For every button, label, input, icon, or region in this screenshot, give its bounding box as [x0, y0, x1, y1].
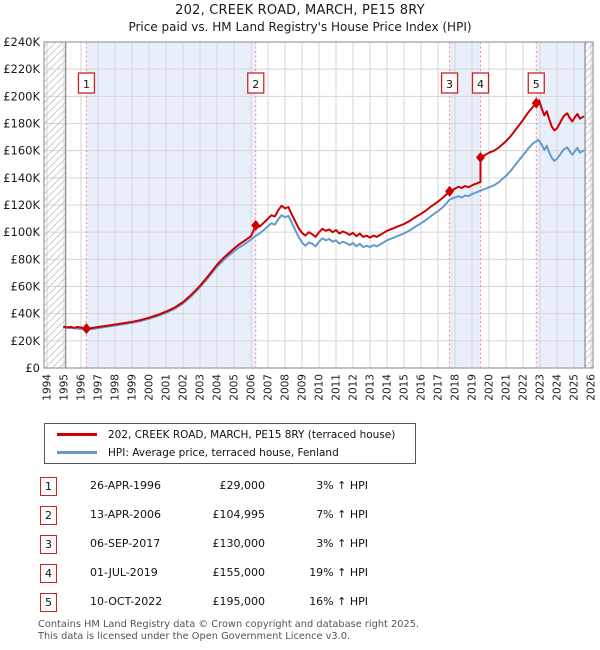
sale-row: [38, 477, 458, 499]
x-axis-label: 1999: [126, 374, 139, 401]
sale-badge-number: 5: [532, 78, 540, 91]
x-axis-label: 2006: [245, 374, 258, 401]
chart-legend: [44, 423, 416, 464]
x-axis-label: 2009: [296, 374, 309, 401]
x-axis-label: 1995: [58, 374, 71, 401]
license-footer-line2: This data is licensed under the Open Government Licence v3.0.: [38, 630, 351, 642]
x-axis-label: 2011: [330, 374, 343, 401]
sale-badge-number: 4: [477, 78, 484, 91]
sale-date: 13-APR-2006: [90, 508, 162, 521]
y-axis-label: £240K: [3, 35, 40, 49]
license-footer: [38, 619, 598, 642]
sale-badge-number: 1: [82, 78, 90, 91]
legend-item-property: [57, 427, 415, 442]
x-axis-label: 2003: [194, 374, 207, 401]
x-axis-label: 2000: [143, 374, 156, 401]
x-axis-label: 2019: [466, 374, 479, 401]
sale-price: £29,000: [219, 479, 265, 492]
x-axis-label: 2015: [398, 374, 411, 401]
sale-row: [38, 535, 458, 557]
sale-number-badge: 3: [40, 535, 57, 554]
hpi-line-swatch: [57, 451, 97, 454]
sale-hpi-delta: 19% ↑ HPI: [309, 566, 368, 579]
x-axis-label: 2008: [279, 374, 292, 401]
no-data-hatch-left: [44, 42, 66, 368]
y-axis-label: £140K: [3, 170, 40, 185]
y-axis-label: £120K: [3, 198, 40, 212]
no-data-hatch-right: [585, 42, 593, 368]
legend-item-hpi: [57, 445, 415, 460]
x-axis-label: 2021: [500, 374, 513, 401]
x-axis-label: 2012: [347, 374, 360, 401]
sale-price: £195,000: [212, 595, 265, 608]
sale-price: £104,995: [212, 508, 265, 521]
x-axis-label: 2014: [381, 374, 394, 401]
legend-label-hpi: HPI: Average price, terraced house, Fenland: [108, 446, 339, 459]
sale-row: [38, 506, 458, 528]
sale-number-badge: 4: [40, 564, 57, 583]
y-axis-label: £0: [25, 361, 40, 375]
y-axis-label: £180K: [3, 116, 40, 131]
sale-row: [38, 593, 458, 615]
sale-number-badge: 5: [40, 593, 57, 612]
y-axis-label: £20K: [10, 333, 40, 348]
x-axis-label: 1994: [41, 374, 54, 401]
x-axis-label: 2001: [160, 374, 173, 401]
sale-row: [38, 564, 458, 586]
x-axis-label: 2007: [262, 374, 275, 401]
x-axis-label: 1996: [75, 374, 88, 401]
y-axis-label: £200K: [3, 89, 40, 104]
sale-hpi-delta: 16% ↑ HPI: [309, 595, 368, 608]
page-title: 202, CREEK ROAD, MARCH, PE15 8RY: [175, 3, 425, 18]
property-line-swatch: [57, 433, 97, 436]
sale-number-badge: 2: [40, 506, 57, 525]
sale-price: £155,000: [212, 566, 265, 579]
sale-date: 06-SEP-2017: [90, 537, 161, 550]
y-axis-label: £100K: [3, 225, 40, 240]
x-axis-label: 2005: [228, 374, 241, 401]
x-axis-label: 2010: [313, 374, 326, 401]
y-axis-label: £60K: [10, 279, 40, 294]
x-axis-label: 2020: [483, 374, 496, 401]
legend-label-property: 202, CREEK ROAD, MARCH, PE15 8RY (terraced house): [108, 428, 396, 441]
sale-date: 10-OCT-2022: [90, 595, 163, 608]
x-axis-label: 2017: [432, 374, 445, 401]
x-axis-label: 2026: [585, 374, 598, 401]
y-axis-label: £80K: [10, 252, 40, 267]
sale-hpi-delta: 3% ↑ HPI: [316, 479, 368, 492]
sale-date: 01-JUL-2019: [90, 566, 158, 579]
x-axis-label: 2023: [534, 374, 547, 401]
x-axis-label: 2018: [449, 374, 462, 401]
sale-price: £130,000: [212, 537, 265, 550]
sale-number-badge: 1: [40, 477, 57, 496]
license-footer-line1: Contains HM Land Registry data © Crown copyright and database right 2025.: [38, 619, 420, 630]
sale-hpi-delta: 7% ↑ HPI: [316, 508, 368, 521]
x-axis-label: 2022: [517, 374, 530, 401]
x-axis-label: 2025: [568, 374, 581, 401]
x-axis-label: 2016: [415, 374, 428, 401]
page-subtitle: Price paid vs. HM Land Registry's House Price Index (HPI): [128, 20, 472, 34]
x-axis-label: 1998: [109, 374, 122, 401]
sale-date: 26-APR-1996: [90, 479, 162, 492]
x-axis-label: 2013: [364, 374, 377, 401]
sale-badge-number: 3: [446, 78, 454, 91]
x-axis-label: 2024: [551, 374, 564, 401]
x-axis-label: 2004: [211, 374, 224, 401]
y-axis-label: £40K: [10, 306, 40, 321]
x-axis-label: 1997: [92, 374, 105, 401]
y-axis-label: £220K: [3, 62, 40, 77]
x-axis-label: 2002: [177, 374, 190, 401]
y-axis-label: £160K: [3, 143, 40, 158]
sale-badge-number: 2: [252, 78, 260, 91]
sale-hpi-delta: 3% ↑ HPI: [316, 537, 368, 550]
